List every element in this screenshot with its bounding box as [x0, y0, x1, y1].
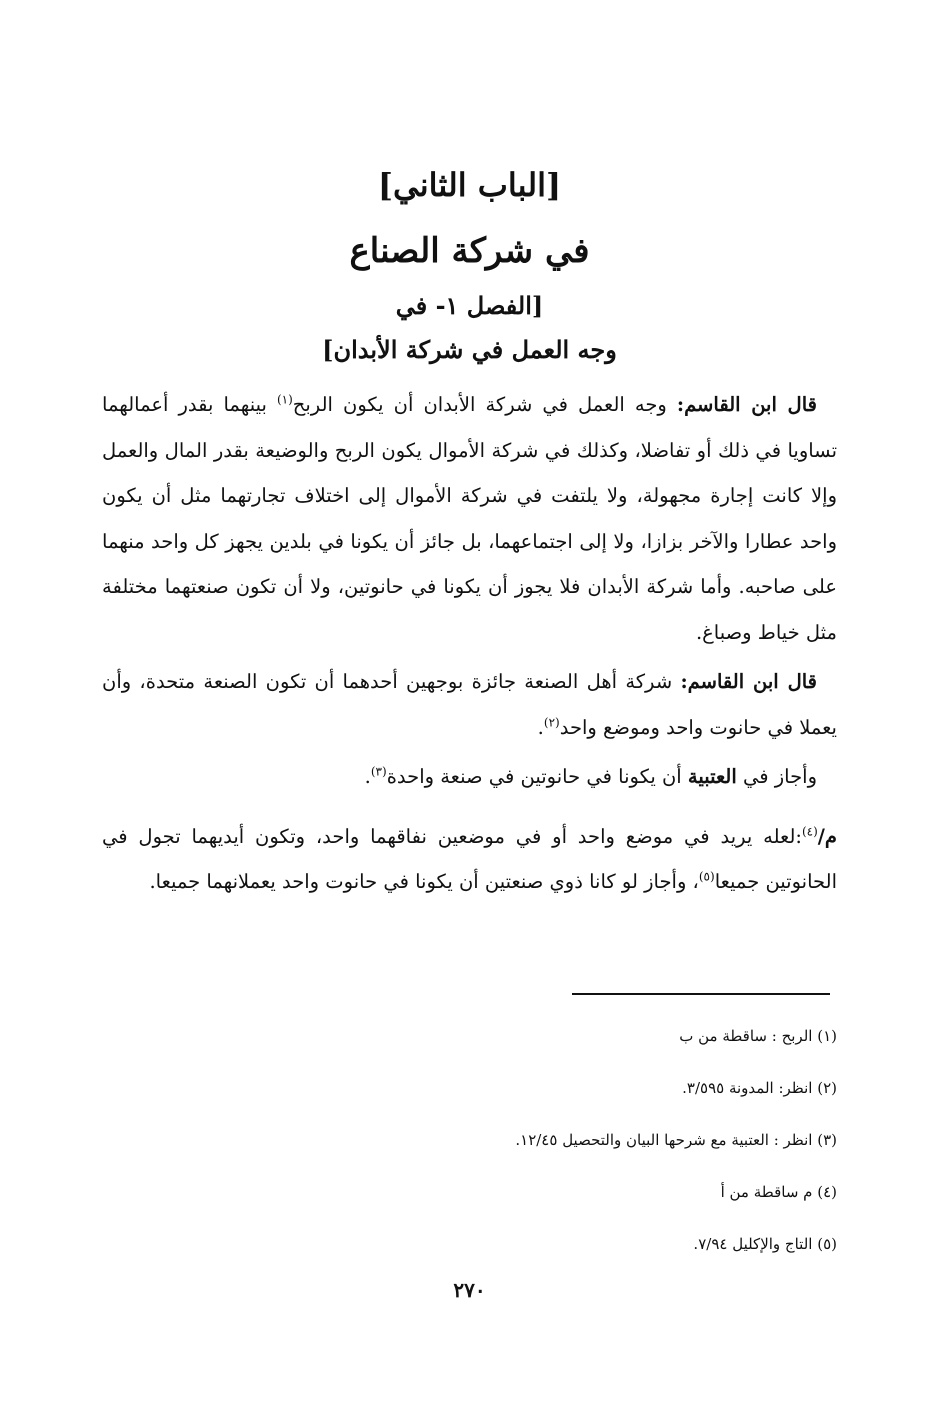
- speaker-label: قال ابن القاسم:: [680, 670, 817, 693]
- footnote-1: (١) الربح : ساقطة من ب: [679, 1027, 837, 1045]
- footnote-ref: (٤): [801, 824, 818, 838]
- footnote-ref: (٢): [543, 715, 560, 729]
- chapter-subtitle: في شركة الصناع: [349, 231, 590, 271]
- main-text: [102, 382, 837, 905]
- footnote-ref: (١): [276, 392, 293, 407]
- paragraph-1: [102, 382, 837, 655]
- paragraph-text: :لعله يريد في موضع واحد أو في موضعين نفاقهما واحد، وتكون أيديهما تجول في الحانوتين جميعا: [102, 824, 837, 893]
- paragraph-text: ، وأجاز لو كانا ذوي صنعتين أن يكونا في حانوت واحد يعملانهما جميعا.: [149, 870, 699, 893]
- paragraph-text: أن يكونا في حانوتين في صنعة واحدة: [386, 765, 688, 788]
- manuscript-marker: م/: [817, 824, 837, 848]
- speaker-label: قال ابن القاسم:: [676, 393, 817, 416]
- footnote-ref: (٣): [370, 764, 387, 779]
- paragraph-text: وجه العمل في شركة الأبدان أن يكون الربح: [292, 393, 677, 416]
- paragraph-end: .: [537, 715, 544, 739]
- section-title: [الفصل ١- في: [395, 291, 544, 320]
- paragraph-end: .: [364, 765, 371, 788]
- paragraph-2: [102, 659, 837, 750]
- section-subtitle: وجه العمل في شركة الأبدان]: [322, 335, 617, 364]
- footnote-5: (٥) التاج والإكليل ٧/٩٤.: [693, 1235, 837, 1253]
- footnote-ref: (٥): [698, 869, 715, 884]
- footnotes: [102, 1010, 837, 1270]
- book-name: العتبية: [687, 765, 737, 788]
- paragraph-text: شركة أهل الصنعة جائزة بوجهين أحدهما أن تكون الصنعة متحدة، وأن يعملا في حانوت واحد وموضع واحد: [102, 670, 837, 739]
- footnote-3: (٣) انظر : العتبية مع شرحها البيان والتحصيل ١٢/٤٥.: [515, 1131, 837, 1149]
- paragraph-3: [102, 754, 837, 800]
- footnote-4: (٤) م ساقطة من أ: [720, 1183, 837, 1201]
- page-number: ٢٧٠: [453, 1278, 486, 1302]
- footnote-2: (٢) انظر: المدونة ٣/٥٩٥.: [682, 1079, 837, 1097]
- paragraph-4: [102, 814, 837, 905]
- paragraph-text: بينهما بقدر أعمالهما تساويا في ذلك أو تفاضلا، وكذلك في شركة الأموال يكون الربح والوضيعة بقدر المال والعمل وإلا كانت إجارة مجهولة، ولا يلتفت في شركة الأموال إلى اختلاف تجارتهما مثل أن يكون واحد عطارا والآخر بزازا، ولا إلى اجتماعهما، بل جائز أن يكونا في بلدين يجهز كل واحد منهما على صاحبه. وأما شركة الأبدان فلا يجوز أن يكونا في حانوتين، ولا أن تكون صنعتهما مختلفة مثل خياط وصباغ.: [102, 393, 837, 644]
- chapter-title: [الباب الثاني]: [377, 166, 562, 204]
- paragraph-text: وأجاز في: [736, 765, 817, 788]
- footnote-divider: [572, 993, 830, 995]
